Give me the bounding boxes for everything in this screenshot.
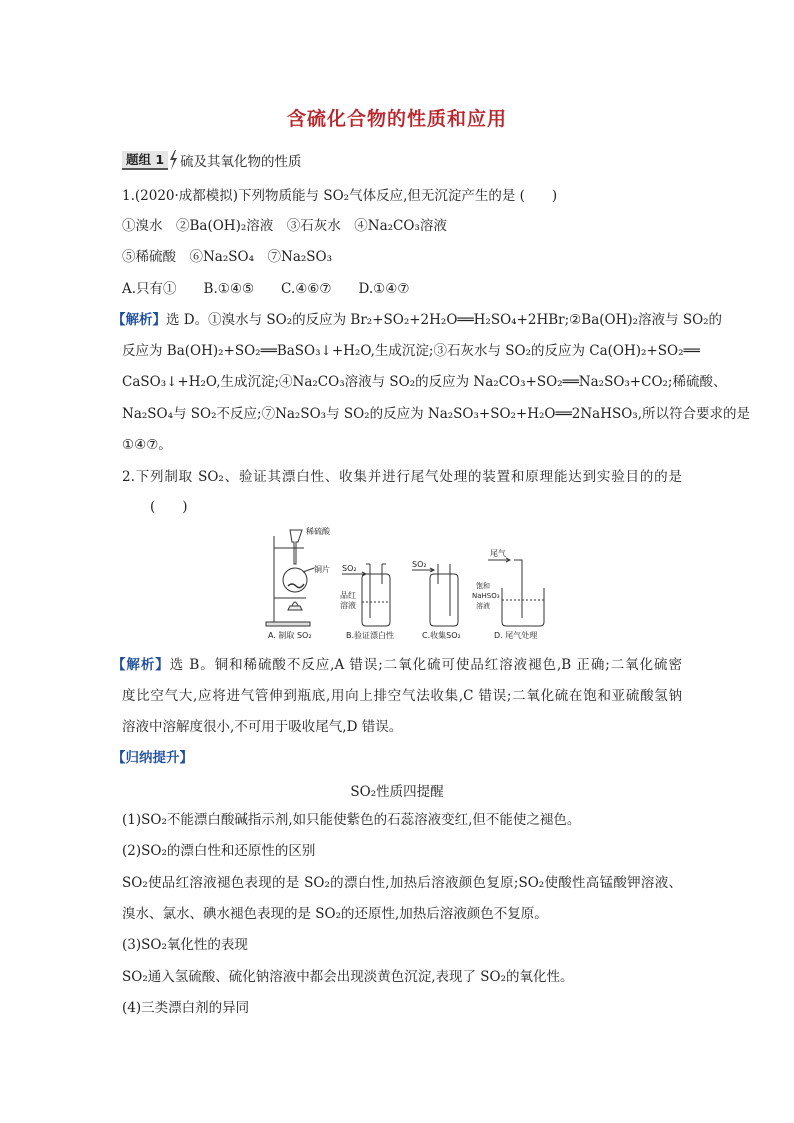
page-title: 含硫化合物的性质和应用 bbox=[286, 108, 507, 130]
label-so2-b: SO₂ bbox=[342, 564, 357, 573]
q1-options-2: ⑤稀硫酸 ⑥Na₂SO₄ ⑦Na₂SO₃ bbox=[122, 249, 333, 265]
q1-options-1: ①溴水 ②Ba(OH)₂溶液 ③石灰水 ④Na₂CO₃溶液 bbox=[122, 218, 447, 234]
summary-line-3: SO₂使品红溶液褪色表现的是 SO₂的漂白性,加热后溶液颜色复原;SO₂使酸性高锰酸钾溶液、 bbox=[122, 875, 682, 891]
q1-analysis-line-3: CaSO₃↓+H₂O,生成沉淀;④Na₂CO₃溶液与 SO₂的反应为 Na₂CO₃+SO₂══Na₂SO₃+CO₂;稀硫酸、 bbox=[122, 374, 727, 390]
label-pinhong: 品红 bbox=[340, 591, 356, 600]
caption-b: B.验证漂白性 bbox=[346, 631, 395, 640]
q1-stem: 1.(2020·成都模拟)下列物质能与 SO₂气体反应,但无沉淀产生的是 ( ) bbox=[122, 188, 558, 204]
label-saturated: 饱和 bbox=[476, 582, 490, 590]
q1-analysis-line-1: 【解析】选 D。①溴水与 SO₂的反应为 Br₂+SO₂+2H₂O══H₂SO₄+2HBr;②Ba(OH)₂溶液与 SO₂的 bbox=[112, 312, 723, 328]
q2-analysis-line-2: 度比空气大,应将进气管伸到瓶底,用向上排空气法收集,C 错误;二氧化硫在饱和亚硫酸氢钠 bbox=[122, 688, 682, 704]
label-nahso3: NaHSO₃ bbox=[472, 592, 500, 600]
summary-line-5: (3)SO₂氧化性的表现 bbox=[122, 937, 248, 953]
summary-heading: SO₂性质四提醒 bbox=[350, 784, 444, 800]
label-dilute-acid: 稀硫酸 bbox=[306, 527, 330, 536]
lightning-icon bbox=[168, 150, 178, 170]
q1-analysis-tag: 【解析】 bbox=[112, 312, 166, 328]
summary-line-2: (2)SO₂的漂白性和还原性的区别 bbox=[122, 843, 316, 859]
q2-paren: ( ) bbox=[150, 499, 188, 515]
q1-choices: A.只有① B.①④⑤ C.④⑥⑦ D.①④⑦ bbox=[122, 281, 410, 297]
topic-text: 硫及其氧化物的性质 bbox=[180, 154, 302, 170]
summary-line-1: (1)SO₂不能漂白酸碱指示剂,如只能使紫色的石蕊溶液变红,但不能使之褪色。 bbox=[122, 812, 581, 828]
label-so2-c: SO₂ bbox=[412, 560, 427, 569]
q1-analysis-line-4: Na₂SO₄与 SO₂不反应;⑦Na₂SO₃与 SO₂的反应为 Na₂SO₃+SO₂+H₂O══2NaHSO₃,所以符合要求的是 bbox=[122, 406, 750, 422]
label-rongye: 溶液 bbox=[340, 601, 356, 610]
caption-d: D. 尾气处理 bbox=[494, 631, 538, 640]
q2-analysis-line-1: 【解析】选 B。铜和稀硫酸不反应,A 错误;二氧化硫可使品红溶液褪色,B 正确;二氧化硫密 bbox=[112, 657, 682, 673]
q2-analysis-tag: 【解析】 bbox=[112, 657, 170, 673]
summary-line-6: SO₂通入氢硫酸、硫化钠溶液中都会出现淡黄色沉淀,表现了 SO₂的氧化性。 bbox=[122, 969, 574, 985]
label-copper: 铜片 bbox=[314, 565, 330, 574]
summary-line-7: (4)三类漂白剂的异同 bbox=[122, 1000, 250, 1016]
apparatus-c bbox=[412, 564, 458, 626]
label-tail: 尾气 bbox=[490, 549, 506, 558]
label-rongye-d: 溶液 bbox=[476, 602, 490, 610]
q2-analysis-line-3: 溶液中溶解度很小,不可用于吸收尾气,D 错误。 bbox=[122, 719, 403, 735]
summary-tag: 【归纳提升】 bbox=[112, 750, 193, 766]
topic-header bbox=[122, 150, 302, 170]
q1-analysis-line-5: ①④⑦。 bbox=[122, 437, 172, 453]
summary-line-4: 溴水、氯水、碘水褪色表现的是 SO₂的还原性,加热后溶液颜色不复原。 bbox=[122, 906, 548, 922]
caption-a: A. 制取 SO₂ bbox=[268, 631, 312, 640]
apparatus-a bbox=[266, 530, 314, 626]
q2-stem: 2.下列制取 SO₂、验证其漂白性、收集并进行尾气处理的装置和原理能达到实验目的的是 bbox=[122, 469, 682, 485]
q1-analysis-line-2: 反应为 Ba(OH)₂+SO₂══BaSO₃↓+H₂O,生成沉淀;③石灰水与 SO₂的反应为 Ca(OH)₂+SO₂══ bbox=[122, 343, 700, 359]
topic-badge: 题组 1 bbox=[122, 151, 168, 170]
caption-c: C.收集SO₂ bbox=[422, 631, 461, 640]
apparatus-diagram bbox=[262, 526, 562, 642]
